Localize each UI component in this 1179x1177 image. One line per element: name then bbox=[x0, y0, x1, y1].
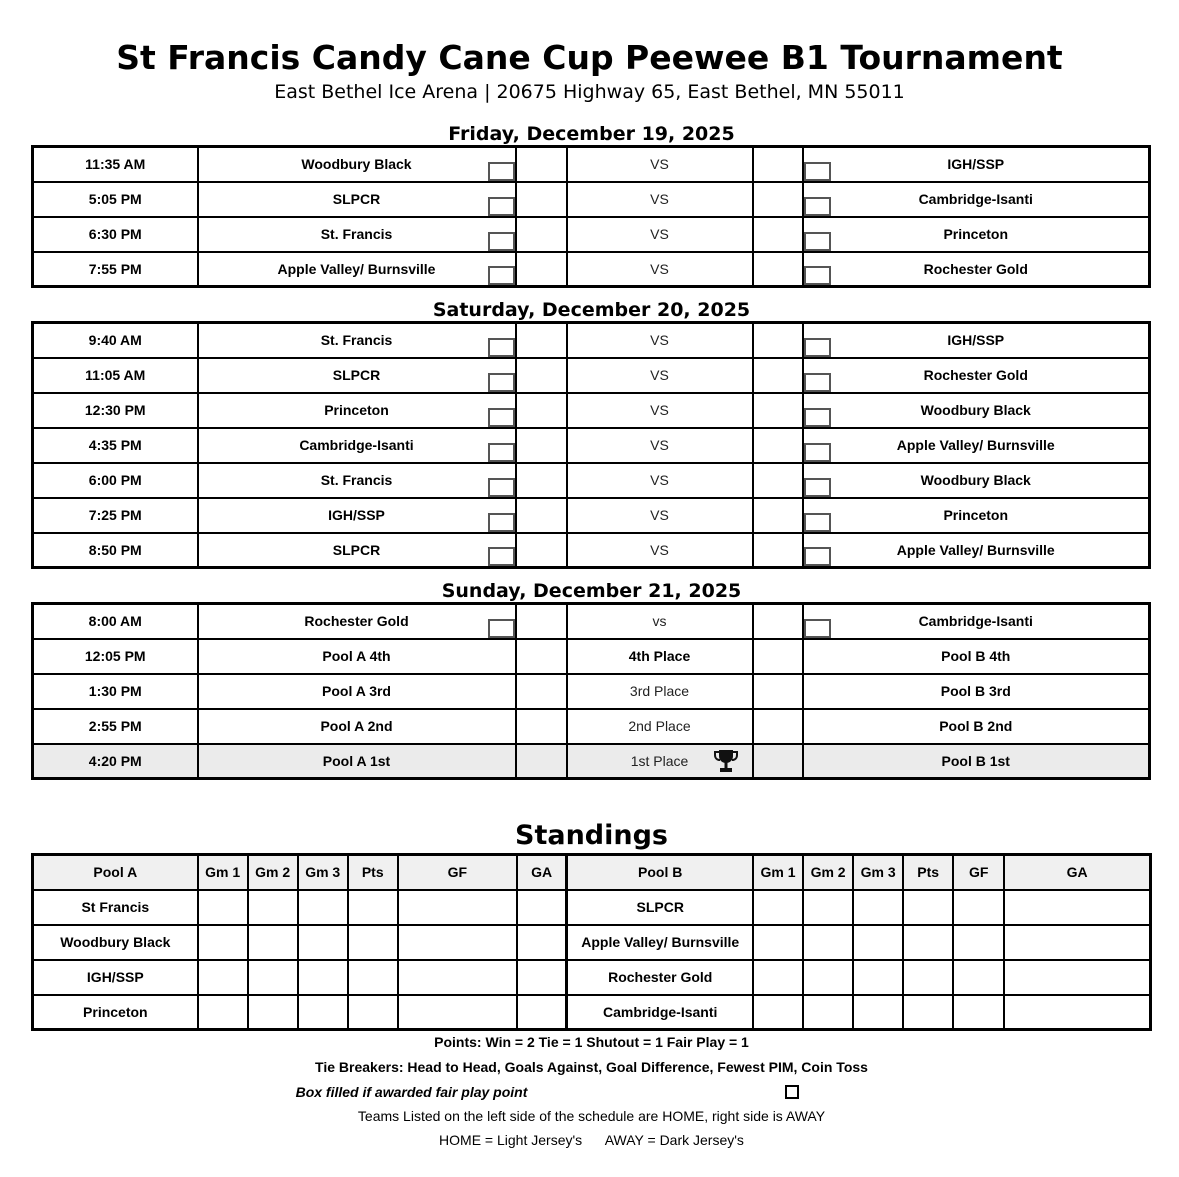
away-team: IGH/SSP bbox=[803, 147, 1150, 182]
home-team: Pool A 2nd bbox=[198, 709, 516, 744]
versus-label: VS bbox=[567, 217, 753, 252]
stat-cell[interactable] bbox=[517, 960, 567, 995]
game-time: 8:00 AM bbox=[33, 604, 198, 639]
home-fair-play-checkbox[interactable] bbox=[488, 162, 515, 181]
home-team: SLPCR bbox=[198, 358, 516, 393]
stat-cell[interactable] bbox=[853, 960, 903, 995]
home-result-cell bbox=[516, 604, 567, 639]
away-team: Rochester Gold bbox=[803, 252, 1150, 287]
versus-label: VS bbox=[567, 393, 753, 428]
pool-b-team: Apple Valley/ Burnsville bbox=[567, 925, 753, 960]
column-header: Gm 2 bbox=[803, 855, 853, 890]
home-team: SLPCR bbox=[198, 533, 516, 568]
game-row bbox=[33, 674, 1150, 709]
column-header: Gm 3 bbox=[853, 855, 903, 890]
home-team: St. Francis bbox=[198, 463, 516, 498]
standings-row bbox=[33, 890, 1151, 925]
home-team: SLPCR bbox=[198, 182, 516, 217]
game-time: 7:25 PM bbox=[33, 498, 198, 533]
stat-cell[interactable] bbox=[903, 995, 953, 1030]
versus-label: 4th Place bbox=[567, 639, 753, 674]
schedule-table-friday bbox=[31, 145, 1151, 288]
home-fair-play-checkbox[interactable] bbox=[488, 338, 515, 357]
stat-cell[interactable] bbox=[753, 890, 803, 925]
home-result-cell bbox=[516, 674, 567, 709]
away-fair-play-checkbox[interactable] bbox=[804, 197, 831, 216]
standings-row bbox=[33, 925, 1151, 960]
game-row bbox=[33, 217, 1150, 252]
home-team: Princeton bbox=[198, 393, 516, 428]
home-result-cell bbox=[516, 744, 567, 779]
standings-table bbox=[31, 853, 1152, 1031]
away-result-cell bbox=[753, 639, 803, 674]
away-result-cell bbox=[753, 217, 803, 252]
stat-cell[interactable] bbox=[517, 995, 567, 1030]
day-heading-friday: Friday, December 19, 2025 bbox=[448, 123, 735, 145]
away-result-cell bbox=[753, 252, 803, 287]
stat-cell[interactable] bbox=[803, 995, 853, 1030]
stat-cell[interactable] bbox=[248, 890, 298, 925]
game-time: 6:30 PM bbox=[33, 217, 198, 252]
stat-cell[interactable] bbox=[348, 995, 398, 1030]
game-row bbox=[33, 639, 1150, 674]
schedule-table-saturday bbox=[31, 321, 1151, 569]
away-fair-play-checkbox[interactable] bbox=[804, 232, 831, 251]
stat-cell[interactable] bbox=[903, 960, 953, 995]
stat-cell[interactable] bbox=[398, 995, 517, 1030]
away-result-cell bbox=[753, 358, 803, 393]
home-team: Apple Valley/ Burnsville bbox=[198, 252, 516, 287]
fair-play-checkbox[interactable] bbox=[785, 1085, 799, 1099]
stat-cell[interactable] bbox=[753, 995, 803, 1030]
away-fair-play-checkbox[interactable] bbox=[804, 408, 831, 427]
stat-cell[interactable] bbox=[803, 890, 853, 925]
stat-cell[interactable] bbox=[298, 995, 348, 1030]
column-header: Gm 1 bbox=[198, 855, 248, 890]
game-time: 4:20 PM bbox=[33, 744, 198, 779]
game-row bbox=[33, 252, 1150, 287]
column-header: GA bbox=[517, 855, 567, 890]
column-header: Gm 3 bbox=[298, 855, 348, 890]
stat-cell[interactable] bbox=[398, 925, 517, 960]
home-fair-play-checkbox[interactable] bbox=[488, 547, 515, 566]
pool-b-team: SLPCR bbox=[567, 890, 753, 925]
home-result-cell bbox=[516, 709, 567, 744]
stat-cell[interactable] bbox=[198, 890, 248, 925]
away-team: Woodbury Black bbox=[803, 393, 1150, 428]
points-legend: Points: Win = 2 Tie = 1 Shutout = 1 Fair Play = 1 bbox=[434, 1034, 749, 1050]
home-fair-play-checkbox[interactable] bbox=[488, 478, 515, 497]
home-fair-play-checkbox[interactable] bbox=[488, 232, 515, 251]
away-result-cell bbox=[753, 744, 803, 779]
away-team: Cambridge-Isanti bbox=[803, 182, 1150, 217]
versus-label: vs bbox=[567, 604, 753, 639]
stat-cell[interactable] bbox=[1004, 925, 1150, 960]
game-time: 7:55 PM bbox=[33, 252, 198, 287]
away-result-cell bbox=[753, 533, 803, 568]
away-fair-play-checkbox[interactable] bbox=[804, 338, 831, 357]
stat-cell[interactable] bbox=[953, 960, 1004, 995]
away-team: Cambridge-Isanti bbox=[803, 604, 1150, 639]
game-row bbox=[33, 358, 1150, 393]
home-team: Woodbury Black bbox=[198, 147, 516, 182]
away-result-cell bbox=[753, 498, 803, 533]
jersey-note: HOME = Light Jersey's AWAY = Dark Jersey's bbox=[439, 1132, 744, 1148]
home-team: Rochester Gold bbox=[198, 604, 516, 639]
home-fair-play-checkbox[interactable] bbox=[488, 443, 515, 462]
stat-cell[interactable] bbox=[753, 925, 803, 960]
stat-cell[interactable] bbox=[398, 960, 517, 995]
home-result-cell bbox=[516, 463, 567, 498]
away-fair-play-checkbox[interactable] bbox=[804, 162, 831, 181]
versus-label: 1st Place bbox=[567, 744, 753, 779]
home-result-cell bbox=[516, 217, 567, 252]
away-fair-play-checkbox[interactable] bbox=[804, 266, 831, 285]
stat-cell[interactable] bbox=[298, 890, 348, 925]
game-row bbox=[33, 604, 1150, 639]
pool-b-team: Rochester Gold bbox=[567, 960, 753, 995]
home-result-cell bbox=[516, 252, 567, 287]
away-team: Pool B 3rd bbox=[803, 674, 1150, 709]
tie-breakers: Tie Breakers: Head to Head, Goals Against, Goal Difference, Fewest PIM, Coin Toss bbox=[315, 1059, 868, 1075]
away-result-cell bbox=[753, 428, 803, 463]
away-fair-play-checkbox[interactable] bbox=[804, 478, 831, 497]
away-result-cell bbox=[753, 674, 803, 709]
home-fair-play-checkbox[interactable] bbox=[488, 373, 515, 392]
stat-cell[interactable] bbox=[198, 960, 248, 995]
versus-label: VS bbox=[567, 182, 753, 217]
stat-cell[interactable] bbox=[198, 925, 248, 960]
home-result-cell bbox=[516, 428, 567, 463]
stat-cell[interactable] bbox=[803, 960, 853, 995]
game-time: 11:35 AM bbox=[33, 147, 198, 182]
game-time: 12:05 PM bbox=[33, 639, 198, 674]
versus-label: VS bbox=[567, 147, 753, 182]
home-fair-play-checkbox[interactable] bbox=[488, 513, 515, 532]
stat-cell[interactable] bbox=[853, 890, 903, 925]
away-result-cell bbox=[753, 709, 803, 744]
pool-b-header: Pool B bbox=[567, 855, 753, 890]
game-row bbox=[33, 147, 1150, 182]
column-header: Gm 1 bbox=[753, 855, 803, 890]
game-time: 8:50 PM bbox=[33, 533, 198, 568]
away-result-cell bbox=[753, 463, 803, 498]
stat-cell[interactable] bbox=[953, 890, 1004, 925]
home-result-cell bbox=[516, 323, 567, 358]
versus-label: VS bbox=[567, 358, 753, 393]
game-row bbox=[33, 428, 1150, 463]
home-result-cell bbox=[516, 147, 567, 182]
versus-label: 2nd Place bbox=[567, 709, 753, 744]
home-result-cell bbox=[516, 498, 567, 533]
away-team: Woodbury Black bbox=[803, 463, 1150, 498]
pool-a-team: IGH/SSP bbox=[33, 960, 198, 995]
game-row bbox=[33, 323, 1150, 358]
away-result-cell bbox=[753, 393, 803, 428]
away-result-cell bbox=[753, 323, 803, 358]
game-time: 12:30 PM bbox=[33, 393, 198, 428]
home-team: Cambridge-Isanti bbox=[198, 428, 516, 463]
home-result-cell bbox=[516, 182, 567, 217]
away-team: Apple Valley/ Burnsville bbox=[803, 428, 1150, 463]
stat-cell[interactable] bbox=[348, 890, 398, 925]
game-row bbox=[33, 744, 1150, 779]
away-fair-play-checkbox[interactable] bbox=[804, 443, 831, 462]
trophy-icon bbox=[714, 748, 738, 774]
game-time: 11:05 AM bbox=[33, 358, 198, 393]
page-title: St Francis Candy Cane Cup Peewee B1 Tournament bbox=[116, 38, 1063, 77]
versus-label: VS bbox=[567, 463, 753, 498]
versus-label: VS bbox=[567, 533, 753, 568]
game-time: 6:00 PM bbox=[33, 463, 198, 498]
fair-play-note: Box filled if awarded fair play point bbox=[295, 1084, 528, 1100]
game-row bbox=[33, 393, 1150, 428]
away-fair-play-checkbox[interactable] bbox=[804, 619, 831, 638]
away-team: Pool B 2nd bbox=[803, 709, 1150, 744]
day-heading-sunday: Sunday, December 21, 2025 bbox=[441, 580, 742, 602]
standings-row bbox=[33, 995, 1151, 1030]
stat-cell[interactable] bbox=[298, 925, 348, 960]
home-fair-play-checkbox[interactable] bbox=[488, 266, 515, 285]
away-fair-play-checkbox[interactable] bbox=[804, 513, 831, 532]
stat-cell[interactable] bbox=[953, 995, 1004, 1030]
home-away-note: Teams Listed on the left side of the schedule are HOME, right side is AWAY bbox=[357, 1108, 826, 1124]
column-header: Gm 2 bbox=[248, 855, 298, 890]
stat-cell[interactable] bbox=[903, 925, 953, 960]
game-time: 9:40 AM bbox=[33, 323, 198, 358]
pool-a-team: Woodbury Black bbox=[33, 925, 198, 960]
stat-cell[interactable] bbox=[198, 995, 248, 1030]
column-header: GF bbox=[398, 855, 517, 890]
game-row bbox=[33, 533, 1150, 568]
home-team: St. Francis bbox=[198, 323, 516, 358]
away-result-cell bbox=[753, 147, 803, 182]
away-team: Princeton bbox=[803, 217, 1150, 252]
game-time: 2:55 PM bbox=[33, 709, 198, 744]
column-header: GA bbox=[1004, 855, 1150, 890]
home-result-cell bbox=[516, 358, 567, 393]
pool-a-header: Pool A bbox=[33, 855, 198, 890]
home-team: IGH/SSP bbox=[198, 498, 516, 533]
stat-cell[interactable] bbox=[348, 925, 398, 960]
stat-cell[interactable] bbox=[248, 960, 298, 995]
game-row bbox=[33, 463, 1150, 498]
standings-header-row bbox=[33, 855, 1151, 890]
home-fair-play-checkbox[interactable] bbox=[488, 619, 515, 638]
game-time: 1:30 PM bbox=[33, 674, 198, 709]
away-team: IGH/SSP bbox=[803, 323, 1150, 358]
column-header: Pts bbox=[903, 855, 953, 890]
stat-cell[interactable] bbox=[753, 960, 803, 995]
pool-b-team: Cambridge-Isanti bbox=[567, 995, 753, 1030]
home-team: Pool A 4th bbox=[198, 639, 516, 674]
stat-cell[interactable] bbox=[517, 890, 567, 925]
game-time: 4:35 PM bbox=[33, 428, 198, 463]
standings-row bbox=[33, 960, 1151, 995]
away-team: Apple Valley/ Burnsville bbox=[803, 533, 1150, 568]
stat-cell[interactable] bbox=[248, 925, 298, 960]
versus-label: VS bbox=[567, 498, 753, 533]
stat-cell[interactable] bbox=[348, 960, 398, 995]
versus-label: 3rd Place bbox=[567, 674, 753, 709]
stat-cell[interactable] bbox=[1004, 960, 1150, 995]
venue-address: East Bethel Ice Arena | 20675 Highway 65, East Bethel, MN 55011 bbox=[274, 81, 905, 103]
stat-cell[interactable] bbox=[517, 925, 567, 960]
stat-cell[interactable] bbox=[1004, 890, 1150, 925]
stat-cell[interactable] bbox=[853, 925, 903, 960]
stat-cell[interactable] bbox=[903, 890, 953, 925]
away-result-cell bbox=[753, 604, 803, 639]
game-row bbox=[33, 182, 1150, 217]
home-team: Pool A 1st bbox=[198, 744, 516, 779]
versus-label: VS bbox=[567, 428, 753, 463]
standings-title: Standings bbox=[515, 820, 668, 851]
home-result-cell bbox=[516, 393, 567, 428]
game-row bbox=[33, 498, 1150, 533]
home-fair-play-checkbox[interactable] bbox=[488, 408, 515, 427]
stat-cell[interactable] bbox=[298, 960, 348, 995]
pool-a-team: Princeton bbox=[33, 995, 198, 1030]
away-fair-play-checkbox[interactable] bbox=[804, 373, 831, 392]
stat-cell[interactable] bbox=[853, 995, 903, 1030]
stat-cell[interactable] bbox=[803, 925, 853, 960]
schedule-table-sunday bbox=[31, 602, 1151, 780]
away-team: Rochester Gold bbox=[803, 358, 1150, 393]
versus-label: VS bbox=[567, 323, 753, 358]
home-result-cell bbox=[516, 533, 567, 568]
away-team: Pool B 4th bbox=[803, 639, 1150, 674]
away-team: Pool B 1st bbox=[803, 744, 1150, 779]
home-result-cell bbox=[516, 639, 567, 674]
home-team: St. Francis bbox=[198, 217, 516, 252]
day-heading-saturday: Saturday, December 20, 2025 bbox=[432, 299, 751, 321]
pool-a-team: St Francis bbox=[33, 890, 198, 925]
away-result-cell bbox=[753, 182, 803, 217]
game-time: 5:05 PM bbox=[33, 182, 198, 217]
versus-label: VS bbox=[567, 252, 753, 287]
column-header: GF bbox=[953, 855, 1004, 890]
column-header: Pts bbox=[348, 855, 398, 890]
home-team: Pool A 3rd bbox=[198, 674, 516, 709]
game-row bbox=[33, 709, 1150, 744]
home-fair-play-checkbox[interactable] bbox=[488, 197, 515, 216]
away-fair-play-checkbox[interactable] bbox=[804, 547, 831, 566]
stat-cell[interactable] bbox=[248, 995, 298, 1030]
stat-cell[interactable] bbox=[1004, 995, 1150, 1030]
stat-cell[interactable] bbox=[398, 890, 517, 925]
away-team: Princeton bbox=[803, 498, 1150, 533]
stat-cell[interactable] bbox=[953, 925, 1004, 960]
